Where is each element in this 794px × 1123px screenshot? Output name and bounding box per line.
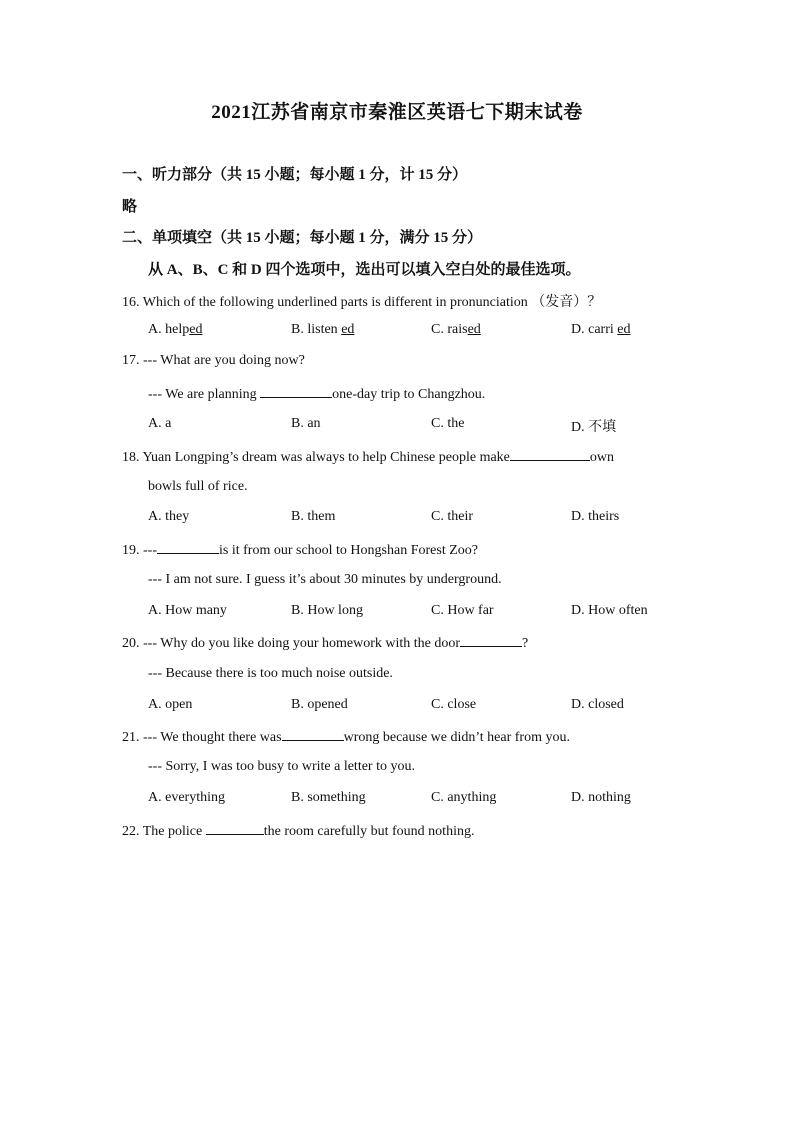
question-18-options — [148, 509, 708, 529]
question-20-options — [148, 697, 708, 717]
question-21-options — [148, 790, 708, 810]
option-b: B. them — [291, 509, 336, 524]
option-a: A. How many — [148, 603, 227, 618]
option-c: C. close — [431, 697, 477, 712]
answer-blank — [157, 541, 219, 554]
option-d: D. How often — [571, 603, 648, 618]
option-a: A. helped — [148, 322, 203, 337]
option-a: A. a — [148, 416, 172, 431]
option-c: C. the — [431, 416, 465, 431]
option-d: D. carri ed — [571, 322, 631, 337]
option-c: C. How far — [431, 603, 494, 618]
exam-title: 2021江苏省南京市秦淮区英语七下期末试卷 — [211, 102, 583, 123]
section-2-heading: 二、单项填空（共 15 小题；每小题 1 分，满分 15 分） — [122, 230, 483, 246]
option-d: D. theirs — [571, 509, 620, 524]
option-b: B. something — [291, 790, 366, 805]
question-17-stem: 17. --- What are you doing now? — [122, 353, 305, 368]
question-22-stem: 22. The police the room carefully but found nothing. — [122, 824, 475, 839]
option-b: B. opened — [291, 697, 348, 712]
question-18-stem: 18. Yuan Longping’s dream was always to help Chinese people make own — [122, 450, 615, 465]
question-17-options — [148, 416, 708, 436]
option-b: B. How long — [291, 603, 363, 618]
option-c: C. their — [431, 509, 473, 524]
answer-blank — [260, 385, 332, 398]
question-16-options — [148, 322, 708, 342]
question-18-stem-cont: bowls full of rice. — [148, 479, 248, 494]
question-21-stem: 21. --- We thought there was wrong because we didn’t hear from you. — [122, 730, 570, 745]
question-17-reply: --- We are planning one-day trip to Changzhou. — [148, 387, 486, 402]
question-19-reply: --- I am not sure. I guess it’s about 30 minutes by underground. — [148, 572, 502, 587]
section-1-heading: 一、听力部分（共 15 小题；每小题 1 分，计 15 分） — [122, 167, 468, 183]
answer-blank — [460, 634, 522, 647]
question-20-stem: 20. --- Why do you like doing your homework with the door ? — [122, 636, 529, 651]
option-c: C. raised — [431, 322, 481, 337]
question-21-reply: --- Sorry, I was too busy to write a letter to you. — [148, 759, 415, 774]
option-b: B. listen ed — [291, 322, 355, 337]
option-b: B. an — [291, 416, 321, 431]
option-a: A. they — [148, 509, 190, 524]
question-19-stem: 19. --- is it from our school to Hongshan Forest Zoo? — [122, 543, 478, 558]
section-2-instruction: 从 A、B、C 和 D 四个选项中，选出可以填入空白处的最佳选项。 — [148, 262, 581, 278]
answer-blank — [282, 728, 344, 741]
answer-blank — [206, 822, 264, 835]
question-19-options — [148, 603, 708, 623]
section-1-note: 略 — [122, 199, 138, 215]
option-d: D. 不填 — [571, 420, 617, 435]
option-d: D. closed — [571, 697, 624, 712]
option-a: A. everything — [148, 790, 225, 805]
option-d: D. nothing — [571, 790, 631, 805]
answer-blank — [510, 448, 590, 461]
option-a: A. open — [148, 697, 193, 712]
question-16-stem: 16. Which of the following underlined parts is different in pronunciation （发音）？ — [122, 295, 602, 310]
option-c: C. anything — [431, 790, 497, 805]
question-20-reply: --- Because there is too much noise outside. — [148, 666, 393, 681]
